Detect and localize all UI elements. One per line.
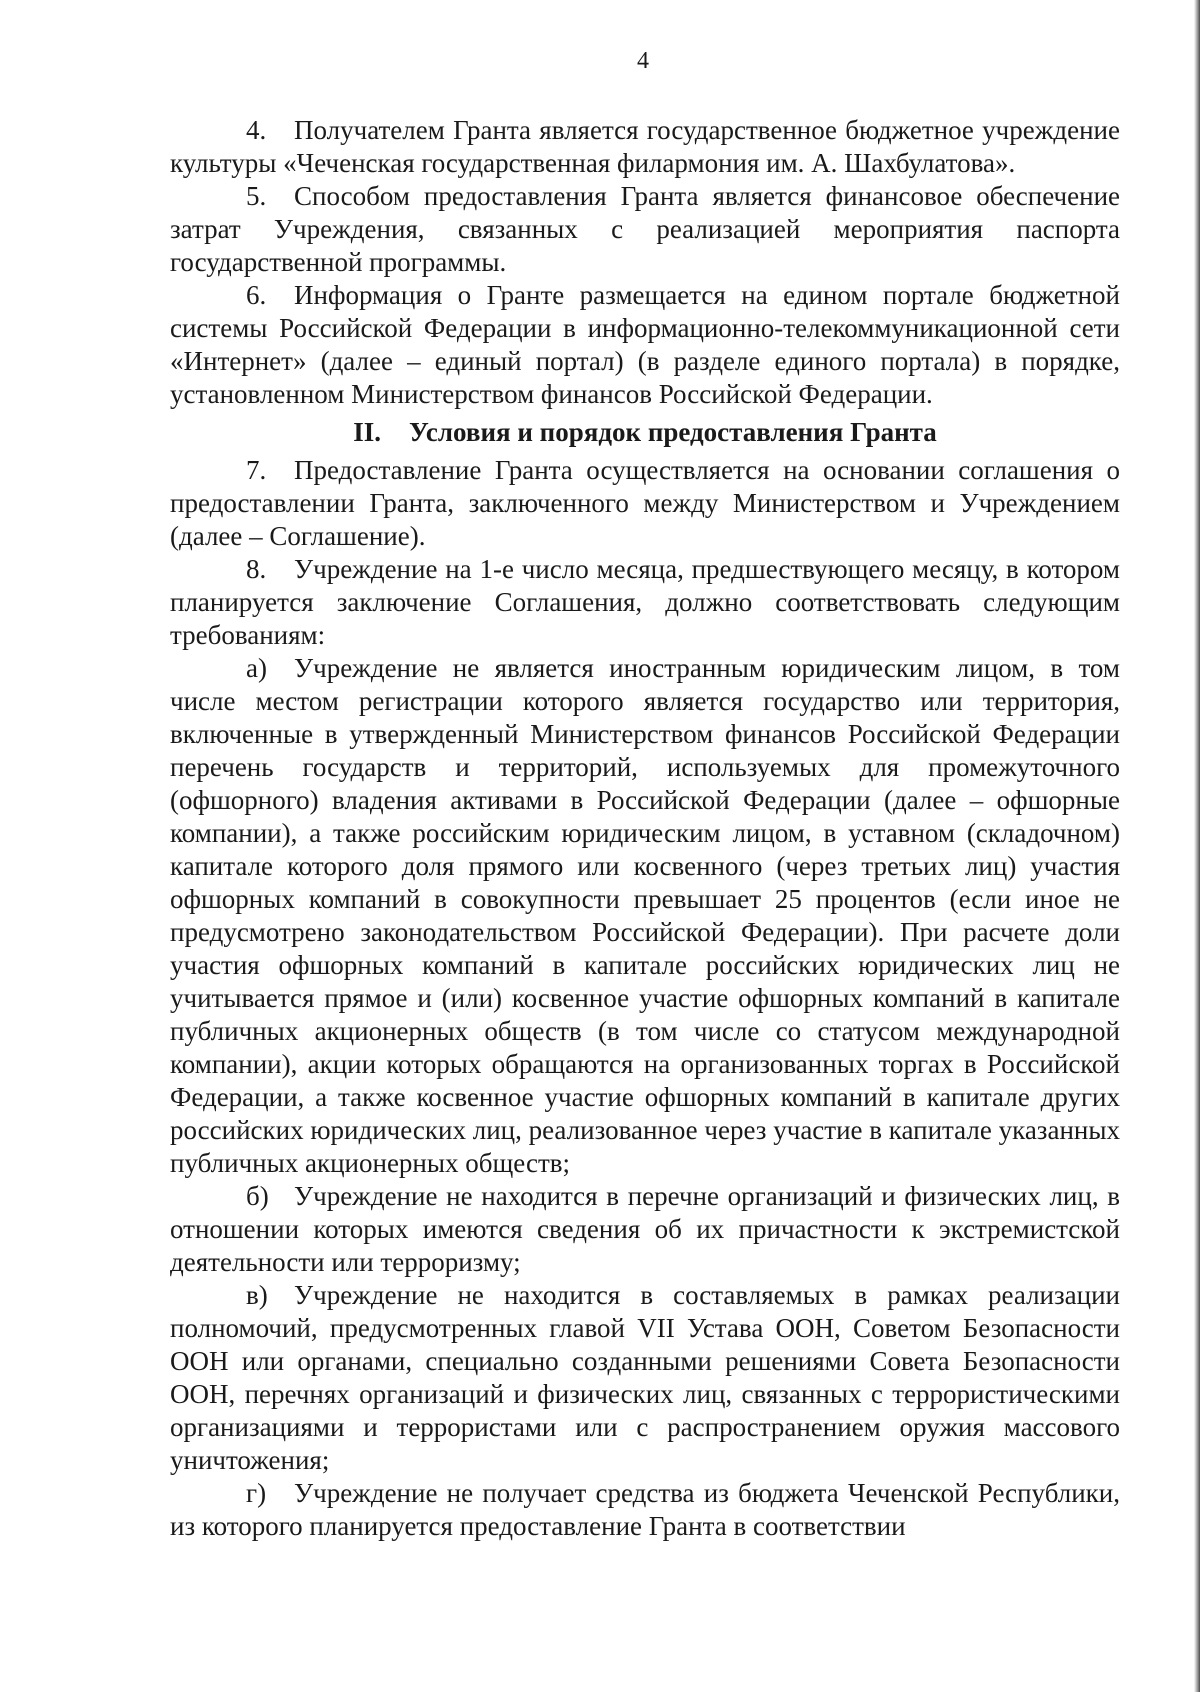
paragraph-6: [170, 279, 1120, 411]
section-heading: [170, 416, 1120, 449]
paragraph-text: Учреждение на 1-е число месяца, предшествующего месяцу, в котором планируется заключение Соглашения, должно соответствовать следующим требованиям:: [170, 554, 1120, 650]
subparagraph-v: [170, 1279, 1120, 1477]
section-number: II.: [353, 417, 382, 447]
paragraph-text: Учреждение не находится в перечне организаций и физических лиц, в отношении которых имеются сведения об их причастности к экстремистской деятельности или терроризму;: [170, 1181, 1120, 1277]
paragraph-7: [170, 454, 1120, 553]
paragraph-text: Способом предоставления Гранта является финансовое обеспечение затрат Учреждения, связанных с реализацией мероприятия паспорта государственной программы.: [170, 181, 1120, 277]
page-number: 4: [637, 48, 649, 74]
paragraph-text: Информация о Гранте размещается на едином портале бюджетной системы Российской Федерации в информационно-телекоммуникационной сети «Интернет» (далее – единый портал) (в разделе единого портала) в порядке, установленном Министерством финансов Российской Федерации.: [170, 280, 1120, 409]
paragraph-text: Учреждение не является иностранным юридическим лицом, в том числе местом регистрации которого является государство или территория, включенные в утвержденный Министерством финансов Российской Федерации перечень государств и территорий, используемых для промежуточного (офшорного) владения активами в Российской Федерации (далее – офшорные компании), а также российским юридическим лицом, в уставном (складочном) капитале которого доля прямого или косвенного (через третьих лиц) участия офшорных компаний в совокупности превышает 25 процентов (если иное не предусмотрено законодательством Российской Федерации). При расчете доли участия офшорных компаний в капитале российских юридических лиц не учитывается прямое и (или) косвенное участие офшорных компаний в капитале публичных акционерных обществ (в том числе со статусом международной компании), акции которых обращаются на организованных торгах в Российской Федерации, а также косвенное участие офшорных компаний в капитале других российских юридических лиц, реализованное через участие в капитале указанных публичных акционерных обществ;: [170, 653, 1120, 1178]
subparagraph-letter: б): [246, 1181, 269, 1211]
paragraph-text: Получателем Гранта является государственное бюджетное учреждение культуры «Чеченская государственная филармония им. А. Шахбулатова».: [170, 115, 1120, 178]
paragraph-number: 6.: [246, 280, 267, 310]
paragraph-5: [170, 180, 1120, 279]
section-title: Условия и порядок предоставления Гранта: [409, 417, 937, 447]
paragraph-number: 8.: [246, 554, 267, 584]
subparagraph-letter: а): [246, 653, 267, 683]
paragraph-number: 4.: [246, 115, 267, 145]
scan-edge: [1194, 0, 1200, 1692]
subparagraph-b: [170, 1180, 1120, 1279]
paragraph-text: Учреждение не получает средства из бюджета Чеченской Республики, из которого планируется предоставление Гранта в соответствии: [170, 1478, 1120, 1541]
paragraph-number: 7.: [246, 455, 267, 485]
paragraph-text: Учреждение не находится в составляемых в рамках реализации полномочий, предусмотренных главой VII Устава ООН, Советом Безопасности ООН или органами, специально созданными решениями Совета Безопасности ООН, перечнях организаций и физических лиц, связанных с террористическими организациями и террористами или с распространением оружия массового уничтожения;: [170, 1280, 1120, 1475]
subparagraph-a: [170, 652, 1120, 1180]
paragraph-text: Предоставление Гранта осуществляется на основании соглашения о предоставлении Гранта, заключенного между Министерством и Учреждением (далее – Соглашение).: [170, 455, 1120, 551]
paragraph-number: 5.: [246, 181, 267, 211]
subparagraph-letter: в): [246, 1280, 268, 1310]
subparagraph-letter: г): [246, 1478, 267, 1508]
paragraph-8: [170, 553, 1120, 652]
subparagraph-g: [170, 1477, 1120, 1543]
paragraph-4: [170, 114, 1120, 180]
document-body: [170, 114, 1120, 1543]
